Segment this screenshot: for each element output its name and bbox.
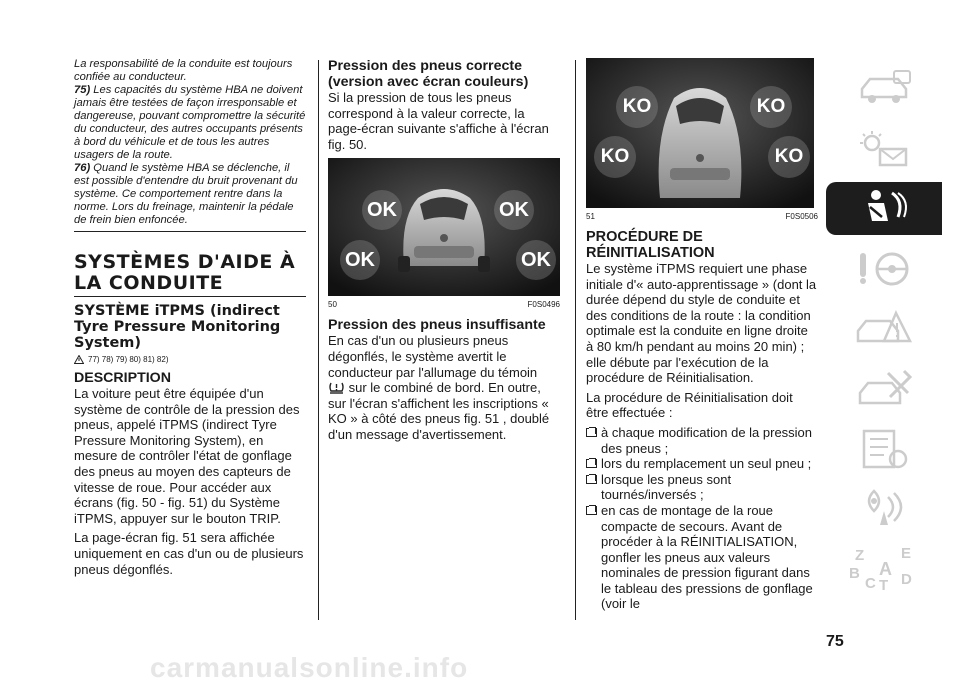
- tab-maintenance-icon[interactable]: [826, 362, 942, 415]
- index-letter: C: [865, 574, 876, 592]
- tyre-pressure-warning-icon: [328, 381, 345, 394]
- section-rule: [74, 231, 306, 232]
- tire-status-front-left: KO: [616, 86, 658, 128]
- figure-number: 50: [328, 300, 337, 310]
- reset-paragraph-2: La procédure de Réinitialisation doit être effectuée :: [586, 389, 793, 421]
- index-letter: B: [849, 564, 860, 582]
- tire-status-front-right: OK: [494, 190, 534, 230]
- warning-lights-icon: [854, 129, 914, 169]
- low-pressure-heading: Pression des pneus insuffisante: [328, 317, 546, 334]
- section-title: SYSTÈMES D'AIDE À LA CONDUITE: [74, 251, 296, 294]
- multimedia-icon: [854, 487, 914, 531]
- index-letter: E: [901, 544, 912, 562]
- warning-references: 77) 78) 79) 80) 81) 82): [74, 355, 306, 364]
- section-title-rule: [74, 296, 306, 297]
- list-item: à chaque modification de la pression des pneus ;: [586, 425, 818, 456]
- bullet-icon: [586, 428, 597, 437]
- emergency-icon: [854, 307, 914, 351]
- tab-warning-lights-icon[interactable]: [826, 122, 942, 175]
- page-number: 75: [826, 633, 844, 650]
- tab-emergency-icon[interactable]: [826, 302, 942, 355]
- note-75: 75) Les capacités du système HBA ne doivent jamais être testées de façon irresponsable et dangereuse, pouvant compromettre la sécurité du conducteur, des autres occupants présents à bord du véhicule et de tous les autres usagers de la route.: [74, 84, 306, 161]
- tab-multimedia-icon[interactable]: [826, 482, 942, 535]
- tab-seat-airbag-icon[interactable]: [826, 182, 942, 235]
- tab-steering-key-icon[interactable]: [826, 242, 942, 295]
- reset-paragraph-1: Le système iTPMS requiert une phase initiale d'« auto-apprentissage » (dont la durée dépend du style de conduite et des conditions de la route : la condition optimale est la conduite en ligne droite à 80 km/h pendant au moins 20 min) ; elle débute par l'exécution de la procédure de Réinitialisation.: [586, 261, 817, 386]
- reset-procedure-heading: PROCÉDURE DE RÉINITIALISATION: [586, 229, 715, 261]
- column-right: [586, 58, 818, 612]
- bullet-icon: [586, 475, 597, 484]
- note-76: 76) Quand le système HBA se déclenche, il est possible d'entendre du bruit provenant du système. Ce comportement rentre dans la norme. Lors du freinage, maintenir la pédale de frein bien enfoncée.: [74, 162, 298, 226]
- figure-50: [328, 158, 560, 296]
- figure-50-caption: [328, 300, 560, 309]
- subsection-title: SYSTÈME iTPMS (indirect Tyre Pressure Monitoring System): [74, 303, 281, 351]
- figure-number: 51: [586, 212, 595, 221]
- tab-car-icon[interactable]: [826, 62, 942, 115]
- index-letter: Z: [855, 546, 865, 564]
- tab-technical-data-icon[interactable]: [826, 422, 942, 475]
- column-divider: [575, 60, 576, 620]
- list-item: lors du remplacement un seul pneu ;: [586, 456, 818, 472]
- watermark: carmanualsonline.info: [150, 652, 469, 683]
- maintenance-icon: [854, 367, 914, 411]
- tire-status-front-left: OK: [362, 190, 402, 230]
- tab-index-icon[interactable]: [826, 542, 942, 595]
- chapter-tabs: [826, 62, 942, 602]
- technical-data-icon: [854, 427, 914, 471]
- note-intro: La responsabilité de la conduite est toujours confiée au conducteur.: [74, 58, 293, 83]
- description-paragraph-2: La page-écran fig. 51 sera affichée uniquement en cas d'un ou de plusieurs pneus dégonflés.: [74, 530, 304, 577]
- column-divider: [318, 60, 319, 620]
- low-pressure-paragraph: En cas d'un ou plusieurs pneus dégonflés, le système avertit le conducteur par l'allumage du témoin sur le combiné de bord. En outre, sur l'écran s'affichent les inscriptions « KO » à côté des pneus fig. 51 , doublé d'un message d'avertissement.: [328, 333, 550, 442]
- correct-pressure-heading: Pression des pneus correcte (version avec écran couleurs): [328, 58, 529, 90]
- column-middle: [328, 58, 560, 447]
- index-icon: [849, 545, 919, 593]
- bullet-icon: [586, 506, 597, 515]
- index-letter: A: [879, 558, 892, 579]
- tire-status-rear-right: OK: [516, 240, 556, 280]
- figure-51-caption: [586, 212, 818, 221]
- figure-code: F0S0496: [527, 300, 560, 310]
- bullet-icon: [586, 459, 597, 468]
- tire-status-rear-left: KO: [594, 136, 636, 178]
- tire-status-rear-right: KO: [768, 136, 810, 178]
- tire-status-front-right: KO: [750, 86, 792, 128]
- figure-code: F0S0506: [785, 212, 818, 221]
- car-illustration: [659, 88, 742, 198]
- figure-51: [586, 58, 814, 208]
- description-paragraph-1: La voiture peut être équipée d'un système de contrôle de la pression des pneus, appelé iTPMS (indirect Tyre Pressure Monitoring System), en mesure de contrôler l'état de gonflage des pneus au moyen des capteurs de vitesse de roue. Pour accéder aux écrans (fig. 50 - fig. 51) du Système iTPMS, appuyer sur le bouton TRIP.: [74, 386, 300, 526]
- warning-triangle-icon: [74, 355, 84, 364]
- index-letter: T: [879, 576, 889, 594]
- index-letter: D: [901, 570, 912, 588]
- column-left: [74, 58, 306, 581]
- list-item: lorsque les pneus sont tournés/inversés ;: [586, 472, 818, 503]
- tire-status-rear-left: OK: [340, 240, 380, 280]
- steering-key-icon: [854, 247, 914, 291]
- seat-airbag-icon: [854, 187, 914, 231]
- description-heading: DESCRIPTION: [74, 370, 171, 386]
- correct-pressure-paragraph: Si la pression de tous les pneus correspond à la valeur correcte, la page-écran suivante s'affiche à l'écran fig. 50.: [328, 90, 549, 152]
- list-item: en cas de montage de la roue compacte de secours. Avant de procéder à la RÉINITIALISATION, gonfler les pneus aux valeurs nominales de pression figurant dans le tableau des pressions de gonflage (voir le: [586, 503, 818, 612]
- car-icon: [854, 69, 914, 109]
